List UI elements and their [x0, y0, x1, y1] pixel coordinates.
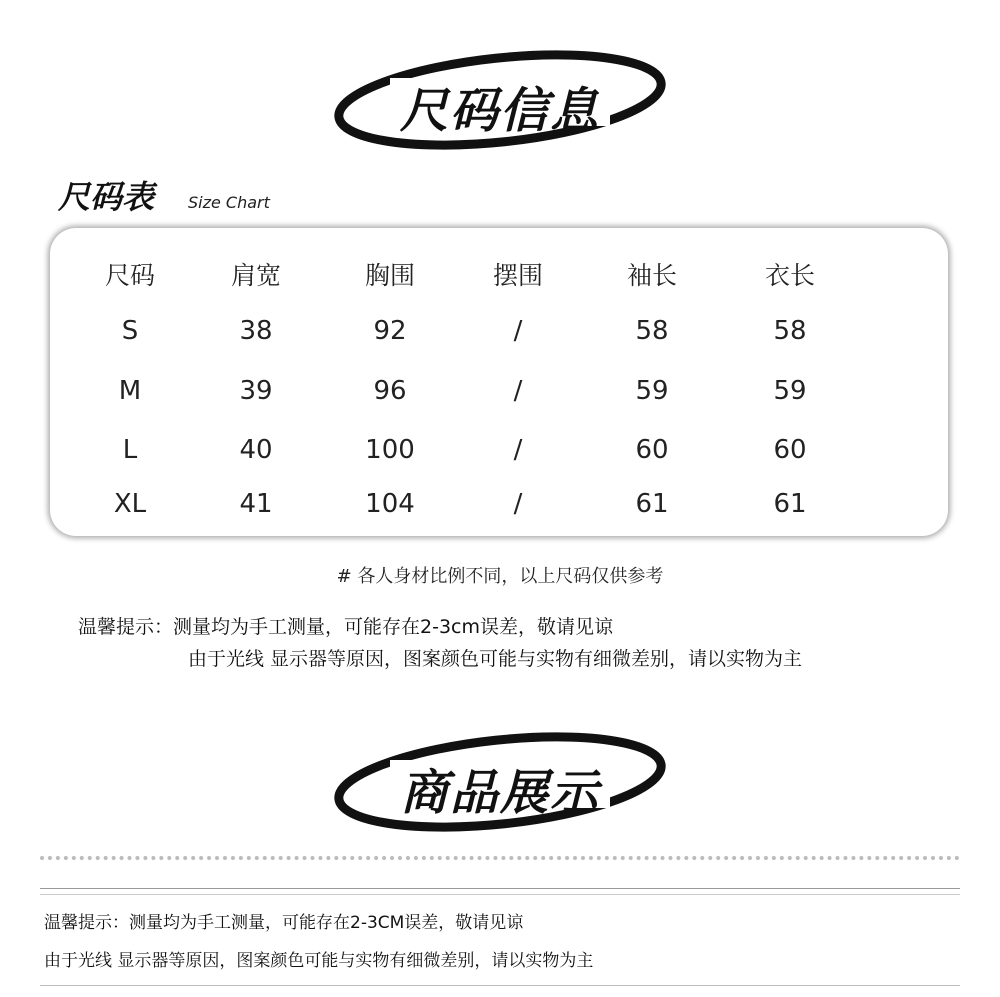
table-header-cell: 肩宽 [230, 261, 281, 290]
product-display-banner [330, 730, 670, 840]
color-tip: 由于光线 显示器等原因，图案颜色可能与实物有细微差别，请以实物为主 [188, 648, 803, 670]
table-cell: 60 [773, 435, 807, 465]
table-cell: 58 [635, 316, 669, 346]
divider-line [40, 894, 960, 895]
size-chart-title: 尺码表 [58, 178, 155, 216]
size-info-title: 尺码信息 [399, 83, 600, 139]
product-display-title: 商品展示 [399, 765, 600, 821]
table-cell: 104 [365, 489, 415, 519]
table-cell: 41 [239, 489, 273, 519]
table-cell: S [121, 316, 139, 346]
table-cell: 60 [635, 435, 669, 465]
footer-measurement-tip: 温馨提示：测量均为手工测量，可能存在2-3CM误差，敬请见谅 [44, 913, 524, 933]
table-cell: M [118, 376, 142, 406]
table-cell: / [513, 376, 523, 406]
table-cell: 96 [373, 376, 407, 406]
table-cell: 61 [635, 489, 669, 519]
table-header-cell: 摆围 [492, 261, 543, 290]
reference-note: # 各人身材比例不同，以上尺码仅供参考 [336, 566, 664, 587]
divider-line [40, 985, 960, 986]
table-header-cell: 胸围 [364, 261, 415, 290]
table-cell: / [513, 316, 523, 346]
table-cell: / [513, 489, 523, 519]
table-cell: L [122, 435, 138, 465]
table-cell: / [513, 435, 523, 465]
table-cell: 100 [365, 435, 415, 465]
size-table [50, 228, 948, 536]
footer-color-tip: 由于光线 显示器等原因，图案颜色可能与实物有细微差别，请以实物为主 [44, 951, 594, 971]
divider-line [40, 888, 960, 889]
dotted-divider [40, 856, 960, 868]
table-cell: 59 [773, 376, 807, 406]
table-cell: 92 [373, 316, 407, 346]
table-cell: 58 [773, 316, 807, 346]
table-cell: 38 [239, 316, 273, 346]
table-cell: XL [113, 489, 147, 519]
size-info-banner [330, 48, 670, 158]
table-header-cell: 尺码 [104, 261, 155, 290]
measurement-tip: 温馨提示：测量均为手工测量，可能存在2-3cm误差，敬请见谅 [78, 616, 613, 638]
table-header-cell: 袖长 [626, 261, 677, 290]
table-cell: 61 [773, 489, 807, 519]
table-header-cell: 衣长 [764, 261, 815, 290]
table-cell: 40 [239, 435, 273, 465]
table-cell: 39 [239, 376, 273, 406]
size-chart-subtitle: Size Chart [188, 193, 270, 212]
table-cell: 59 [635, 376, 669, 406]
